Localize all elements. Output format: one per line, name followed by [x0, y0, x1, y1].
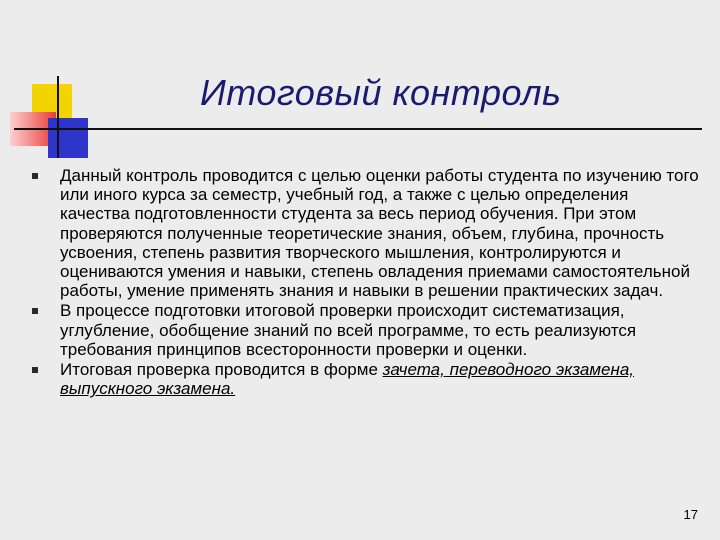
decor-blue-square — [48, 118, 88, 158]
exam-forms-link[interactable]: зачета, переводного экзамена, выпускного экзамена. — [60, 360, 635, 399]
bullet-list — [24, 166, 699, 399]
bullet-square-icon — [32, 308, 38, 314]
decor-vertical-line — [57, 76, 59, 158]
bullet-item-3 — [24, 360, 699, 398]
bullet-text-3: Итоговая проверка проводится в форме — [60, 360, 383, 380]
bullet-square-icon — [32, 367, 38, 373]
slide-title: Итоговый контроль — [200, 72, 562, 113]
bullet-text-2: В процессе подготовки итоговой проверки происходит систематизация, углубление, обобщение знаний по всей программе, то есть реализуются требования принципов всесторонности проверки и оценки. — [60, 301, 637, 359]
title-underline — [14, 128, 702, 130]
bullet-text-1: Данный контроль проводится с целью оценки работы студента по изучению того или иного курса за семестр, учебный год, а также с целью определения качества подготовленности студента за весь период обучения. При этом проверяются полученные теоретические знания, объем, глубина, прочность усвоения, степень развития творческого мышления, контролируются и оцениваются умения и навыки, степень овладения приемами самостоятельной работы, умение применять знания и навыки в решении практических задач. — [60, 166, 699, 301]
bullet-item-2 — [24, 301, 699, 359]
page-number: 17 — [683, 507, 698, 522]
bullet-item-1 — [24, 166, 699, 300]
bullet-square-icon — [32, 173, 38, 179]
